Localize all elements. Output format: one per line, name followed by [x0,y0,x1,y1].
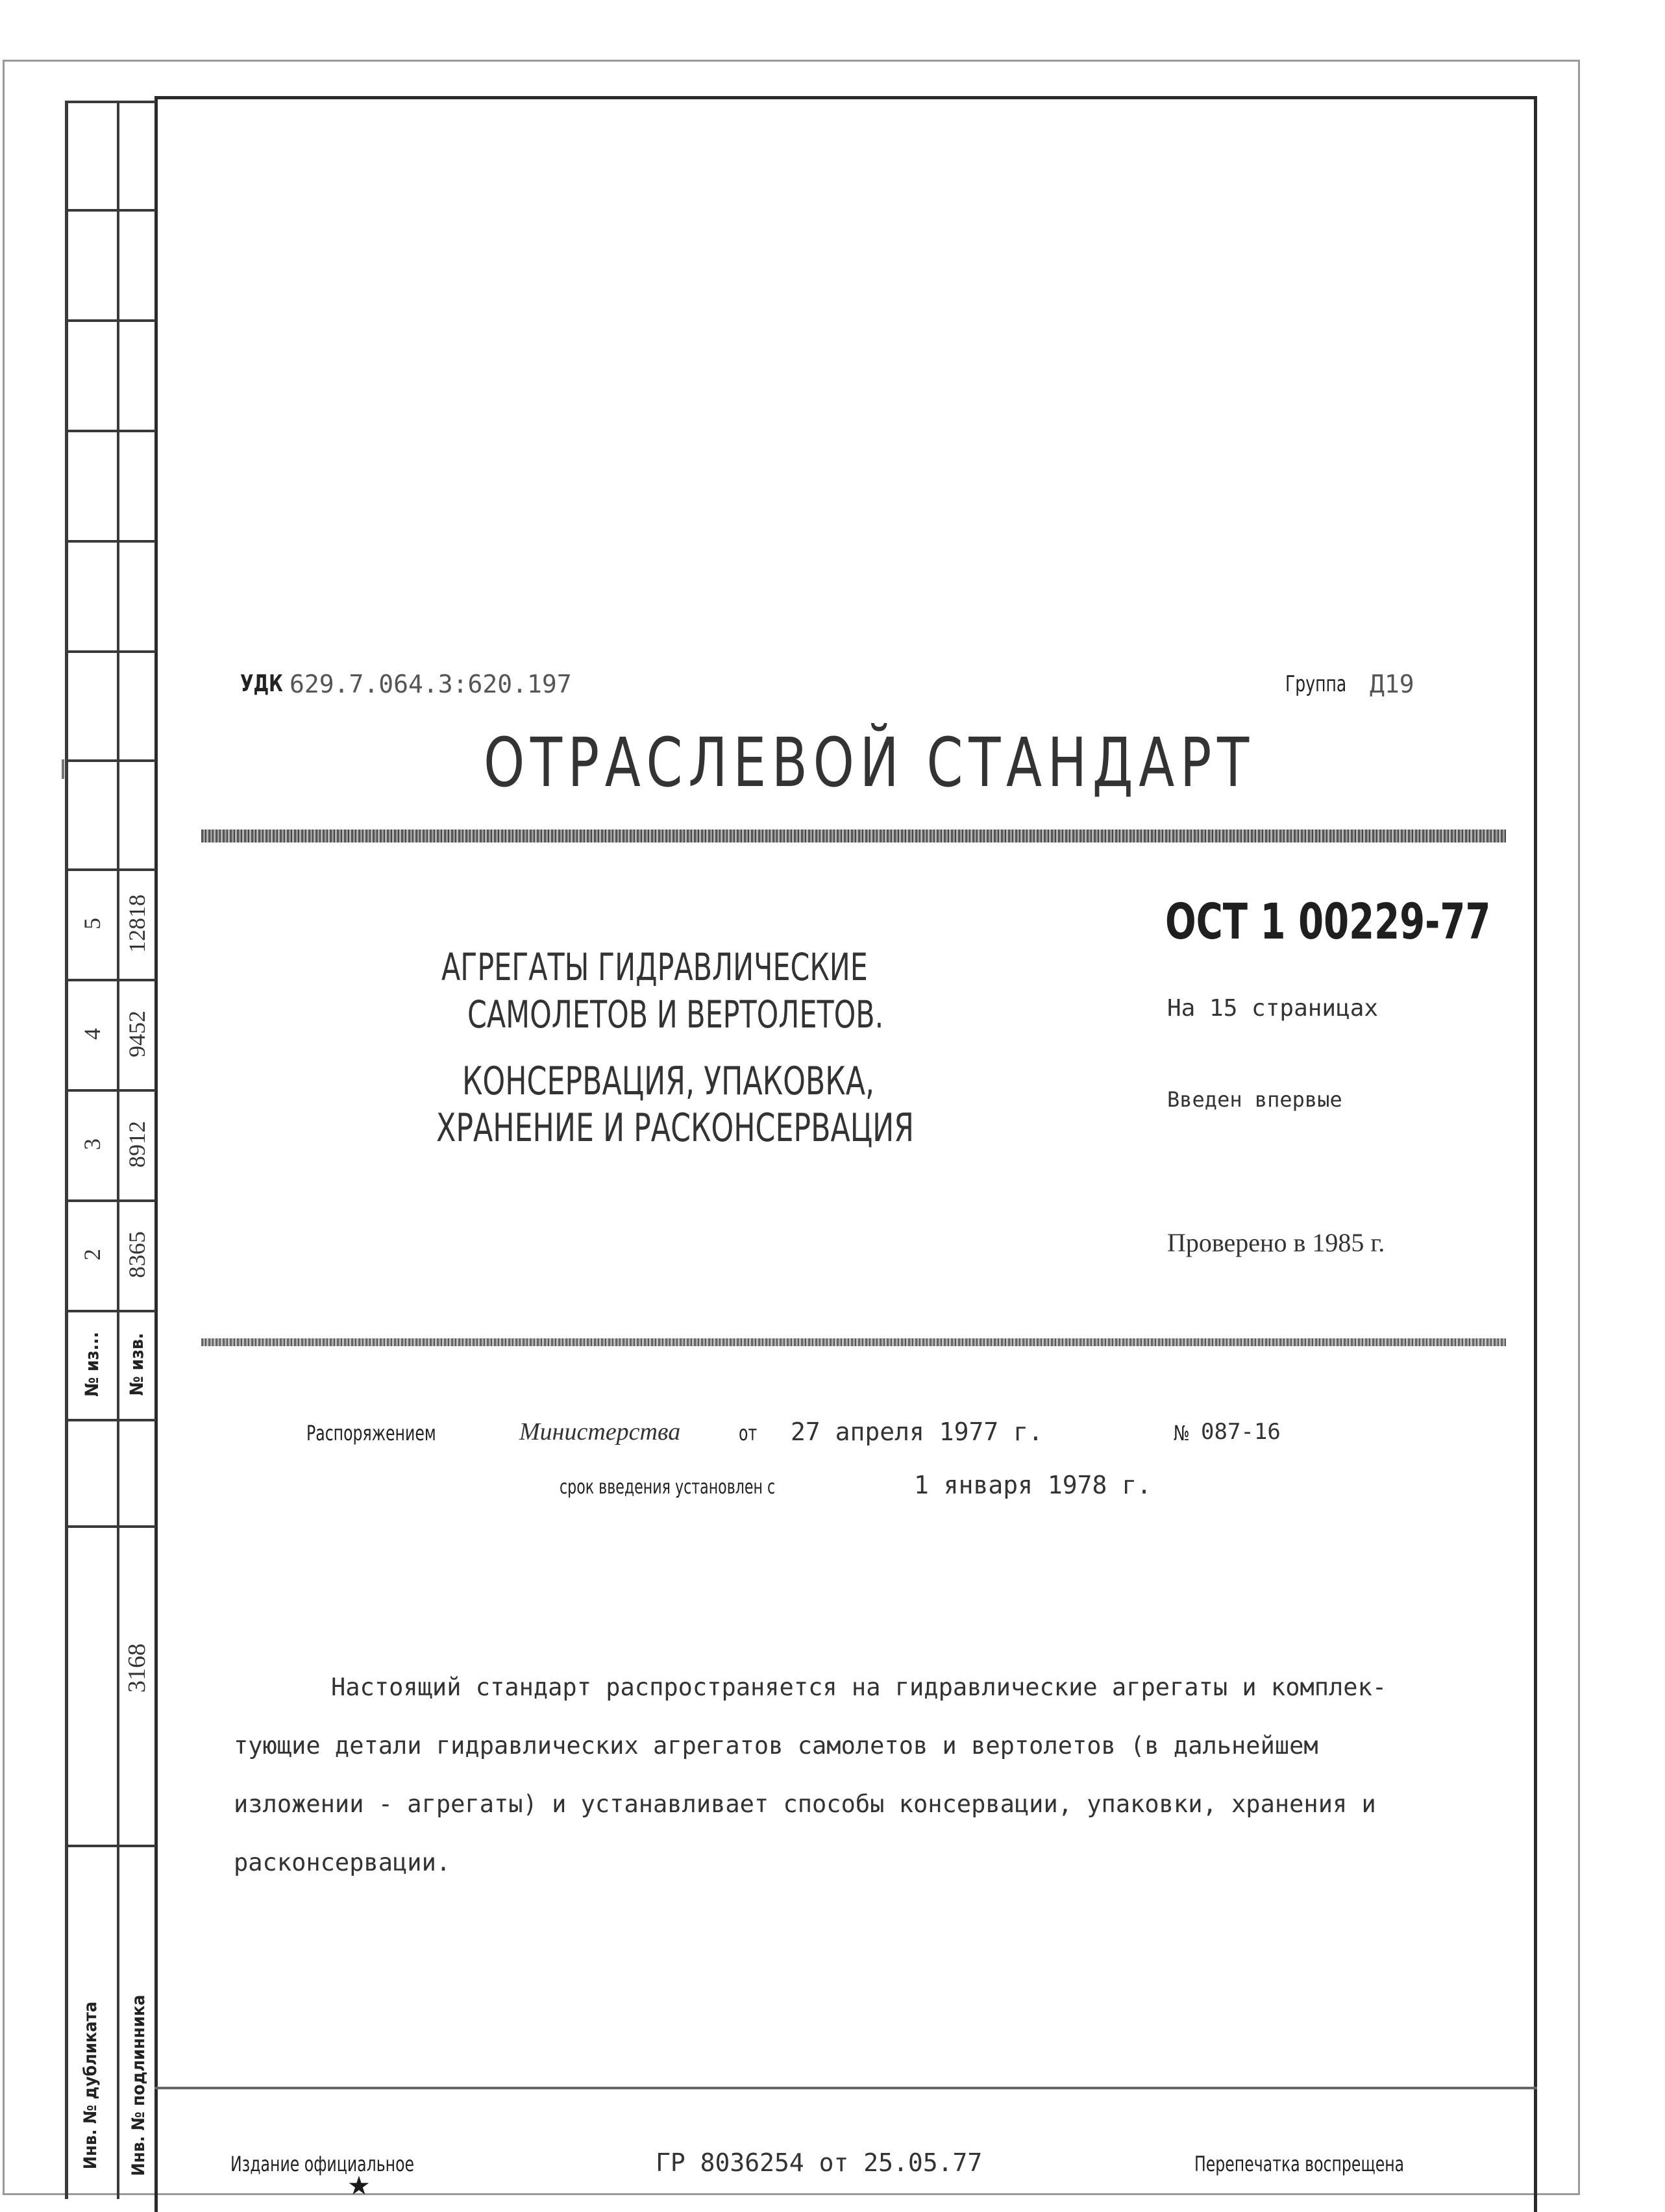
udk-label: УДК [240,670,283,697]
body-text-line-4: расконсервации. [234,1849,451,1876]
standard-number: ОСТ 1 00229-77 [1165,892,1491,950]
change-number-3: 3 [79,1138,105,1150]
decree-number: 087-16 [1201,1419,1281,1445]
body-text-line-1: Настоящий стандарт распространяется на гидравлические агрегаты и комплек- [331,1673,1387,1701]
document-frame [154,96,1537,2212]
group-value: Д19 [1370,670,1414,698]
change-number-2: 2 [79,1249,105,1260]
label-original-inventory: Инв. № подлинника [129,1995,149,2176]
divider-middle [201,1338,1506,1346]
checked-note: Проверено в 1985 г. [1167,1228,1385,1257]
label-change-number: № из... [81,1331,103,1397]
label-notice-number: № изв. [126,1333,147,1396]
doc-number-8912: 8912 [124,1121,150,1168]
doc-number-8365: 8365 [124,1231,150,1278]
group-label: Группа [1285,671,1347,697]
footer-divider [154,2087,1537,2089]
term-date: 1 января 1978 г. [914,1471,1152,1499]
change-number-5: 5 [79,918,105,929]
body-text-line-2: тующие детали гидравлических агрегатов самолетов и вертолетов (в дальнейшем [234,1732,1318,1760]
page-count: На 15 страницах [1167,995,1379,1022]
subject-line-3: КОНСЕРВАЦИЯ, УПАКОВКА, [462,1059,875,1104]
term-label: срок введения установлен с [560,1476,776,1499]
star-mark: ★ [347,2171,371,2201]
decree-label: Распоряжением [306,1421,436,1445]
decree-from-label: от [739,1421,758,1445]
decree-date: 27 апреля 1977 г. [791,1418,1043,1446]
label-duplicate-inventory: Инв. № дубликата [80,2001,101,2170]
introduced-note: Введен впервые [1167,1087,1342,1112]
reprint-notice: Перепечатка воспрещена [1194,2152,1405,2176]
change-number-4: 4 [79,1028,105,1040]
subject-line-2: САМОЛЕТОВ И ВЕРТОЛЕТОВ. [467,992,884,1037]
edition-label: Издание официальное [230,2152,415,2176]
subject-line-4: ХРАНЕНИЕ И РАСКОНСЕРВАЦИЯ [436,1105,914,1151]
body-text-line-3: изложении - агрегаты) и устанавливает способы консервации, упаковки, хранения и [234,1790,1376,1818]
original-inventory-number: 3168 [123,1643,151,1693]
registration-number: ГР 8036254 от 25.05.77 [656,2148,983,2177]
decree-number-label: № [1174,1421,1190,1445]
divider-top [201,830,1506,842]
decree-ministry: Министерства [519,1418,681,1445]
subject-line-1: АГРЕГАТЫ ГИДРАВЛИЧЕСКИЕ [441,945,868,989]
doc-number-12818: 12818 [124,894,150,953]
page-title: ОТРАСЛЕВОЙ СТАНДАРТ [484,723,1255,802]
udk-value: 629.7.064.3:620.197 [290,670,572,698]
doc-number-9452: 9452 [124,1011,150,1057]
